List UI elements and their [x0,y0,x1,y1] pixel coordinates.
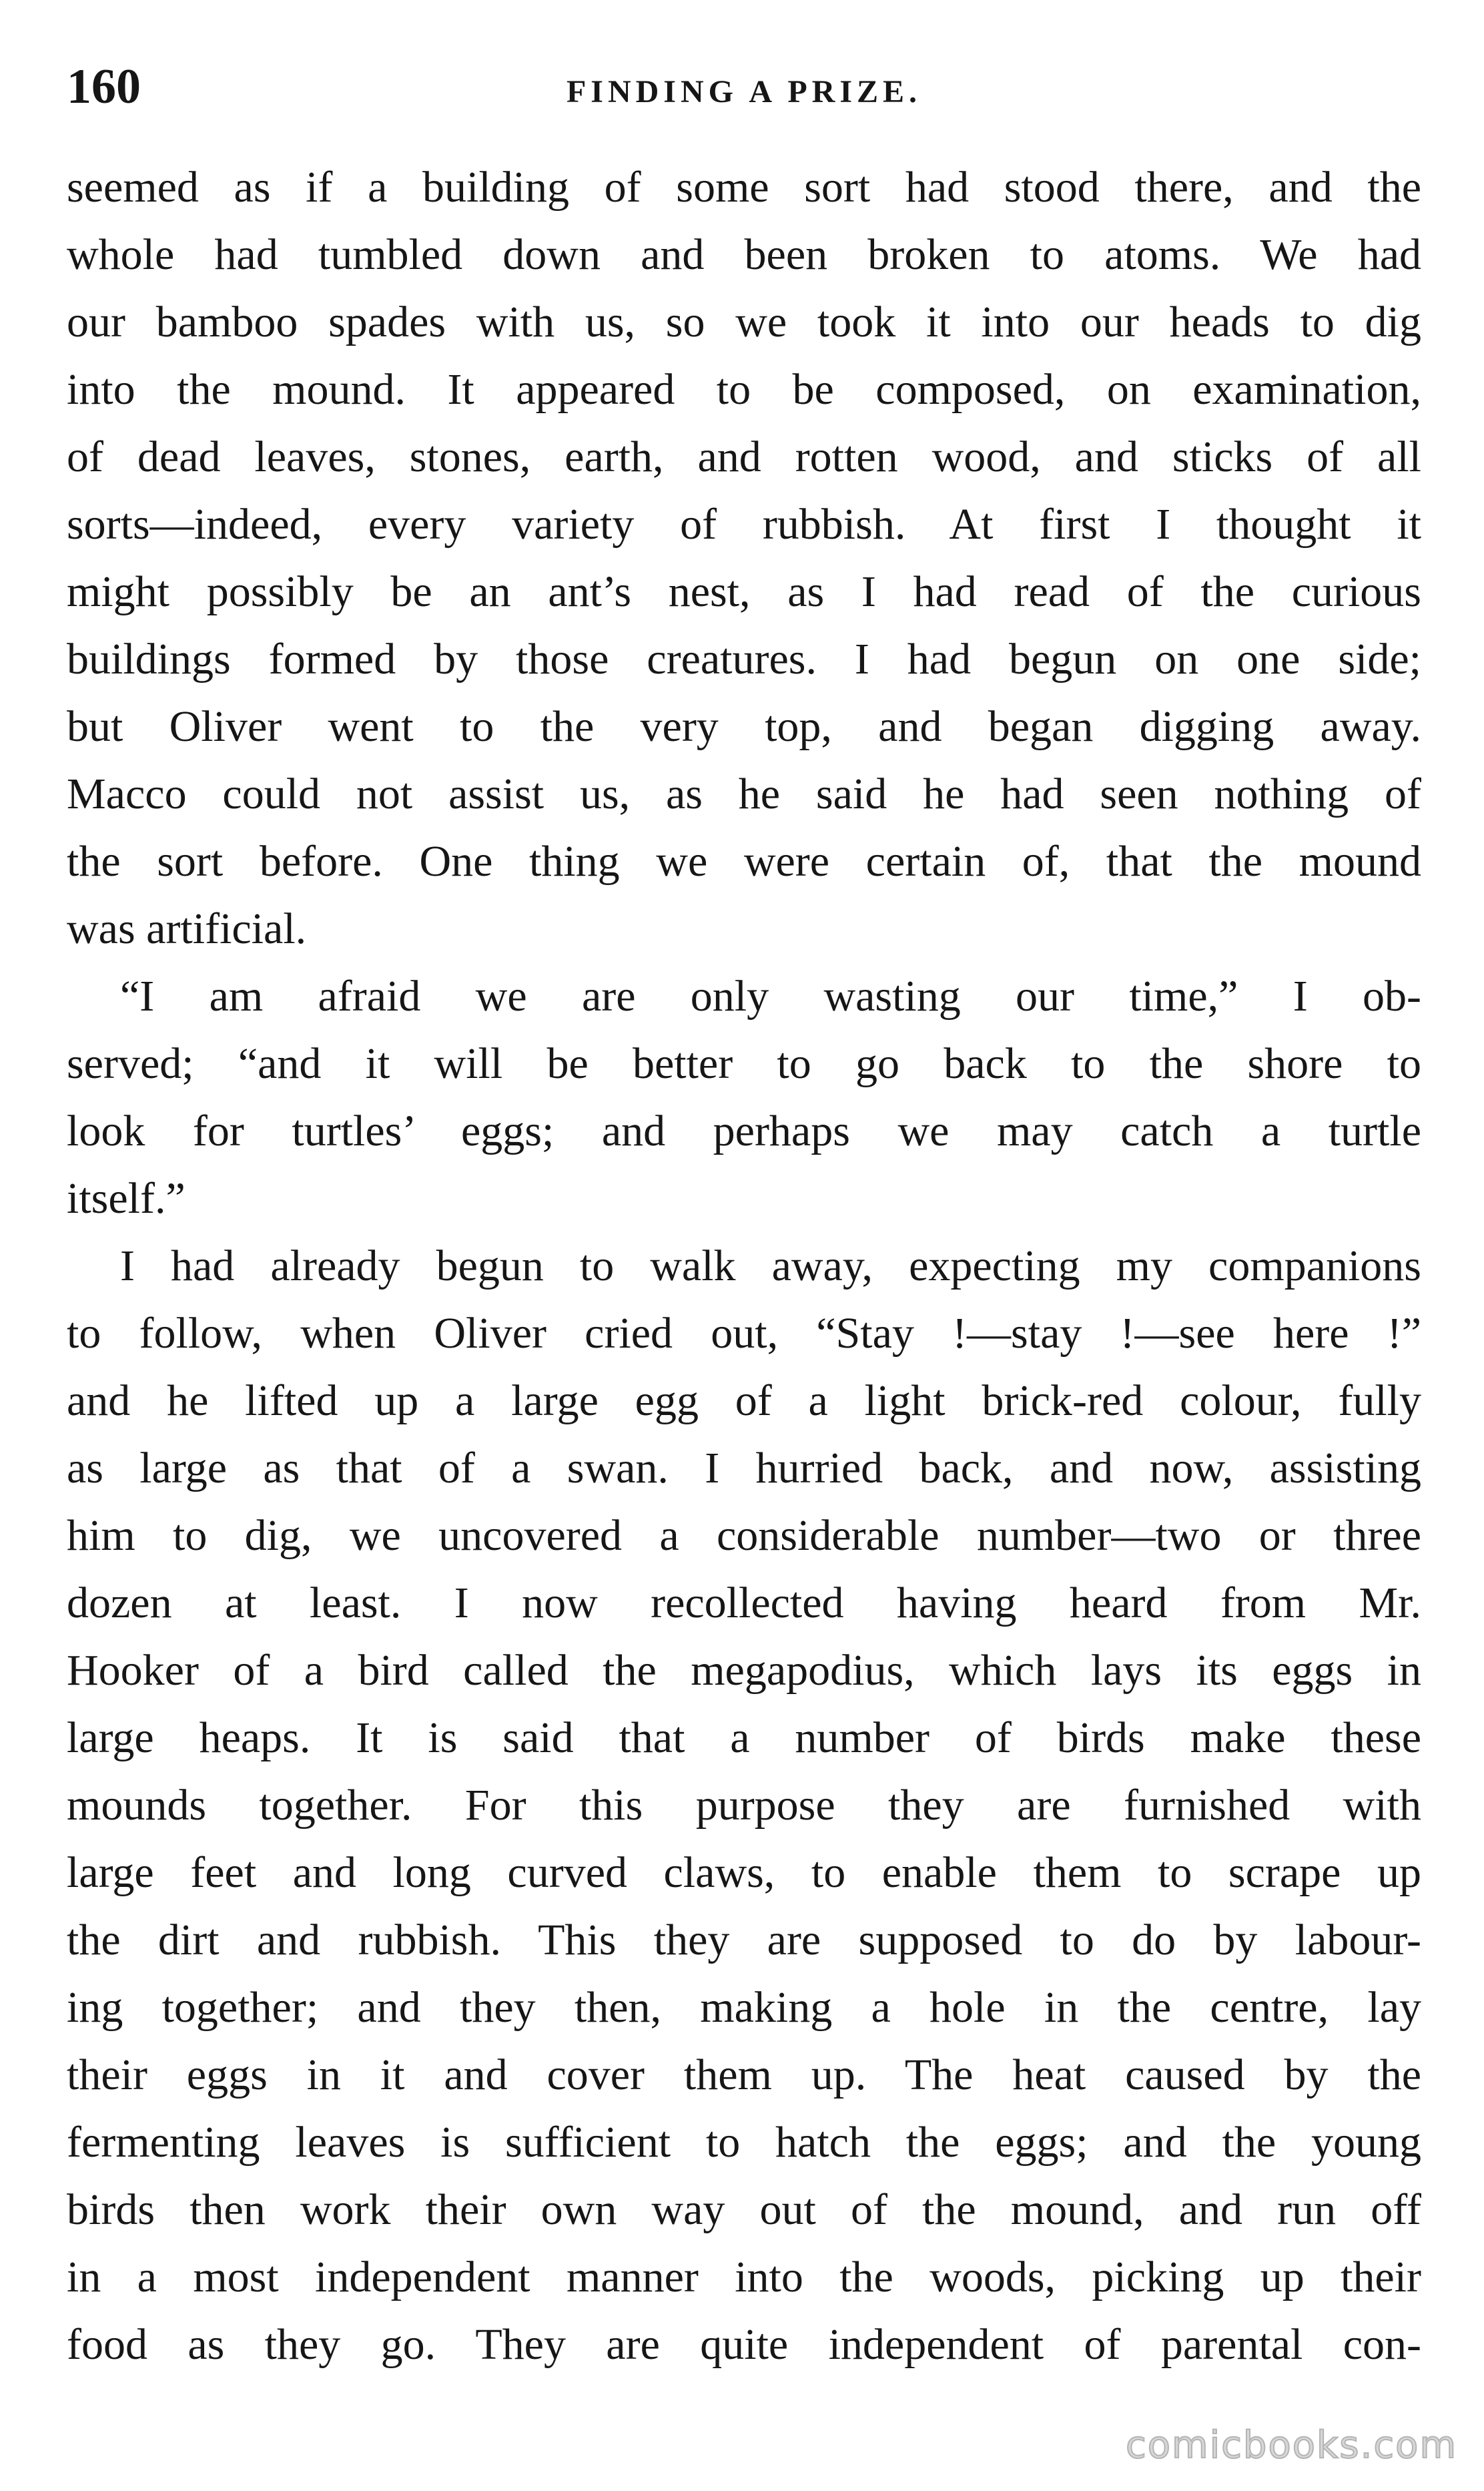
text-line: food as they go. They are quite independent of parental con- [67,2320,1421,2369]
text-line: the sort before. One thing we were certain of, that the mound [67,837,1421,886]
text-line: into the mound. It appeared to be composed, on examination, [67,365,1421,414]
text-line: Macco could not assist us, as he said he had seen nothing of [67,770,1421,818]
running-head: FINDING A PRIZE. [566,74,922,109]
text-line: our bamboo spades with us, so we took it into our heads to dig [67,298,1421,346]
text-line: of dead leaves, stones, earth, and rotten wood, and sticks of all [67,433,1421,481]
text-line: large heaps. It is said that a number of birds make these [67,1713,1421,1762]
text-line: “I am afraid we are only wasting our time,” I ob- [120,972,1421,1021]
text-line: seemed as if a building of some sort had stood there, and the [67,163,1421,212]
text-line: birds then work their own way out of the mound, and run off [67,2185,1421,2234]
text-line: and he lifted up a large egg of a light brick-red colour, fully [67,1376,1421,1425]
text-line: sorts—indeed, every variety of rubbish. At first I thought it [67,500,1421,549]
text-line: itself.” [67,1174,186,1223]
text-line: mounds together. For this purpose they are furnished with [67,1781,1421,1830]
text-line: was artificial. [67,904,307,953]
text-line: to follow, when Oliver cried out, “Stay !—stay !—see here !” [67,1309,1421,1358]
text-line: in a most independent manner into the woods, picking up their [67,2253,1421,2301]
text-line: buildings formed by those creatures. I had begun on one side; [67,635,1421,683]
page-header [67,53,1421,127]
watermark-text: comicbooks.com [1125,2424,1457,2467]
text-line: the dirt and rubbish. This they are supposed to do by labour- [67,1916,1421,1964]
text-line: I had already begun to walk away, expecting my companions [120,1241,1421,1290]
text-line: dozen at least. I now recollected having heard from Mr. [67,1579,1421,1627]
text-line: Hooker of a bird called the megapodius, which lays its eggs in [67,1646,1421,1695]
text-line: served; “and it will be better to go back to the shore to [67,1039,1421,1088]
page-number: 160 [67,59,141,114]
text-line: look for turtles’ eggs; and perhaps we may catch a turtle [67,1107,1421,1155]
text-line: him to dig, we uncovered a considerable number—two or three [67,1511,1421,1560]
text-line: their eggs in it and cover them up. The heat caused by the [67,2050,1421,2099]
text-line: fermenting leaves is sufficient to hatch the eggs; and the young [67,2118,1421,2167]
text-line: large feet and long curved claws, to enable them to scrape up [67,1848,1421,1897]
text-line: as large as that of a swan. I hurried back, and now, assisting [67,1444,1421,1492]
text-line: whole had tumbled down and been broken to atoms. We had [67,230,1421,279]
body-text [67,154,1421,2378]
text-line: ing together; and they then, making a hole in the centre, lay [67,1983,1421,2032]
text-line: but Oliver went to the very top, and began digging away. [67,702,1421,751]
text-line: might possibly be an ant’s nest, as I had read of the curious [67,567,1421,616]
